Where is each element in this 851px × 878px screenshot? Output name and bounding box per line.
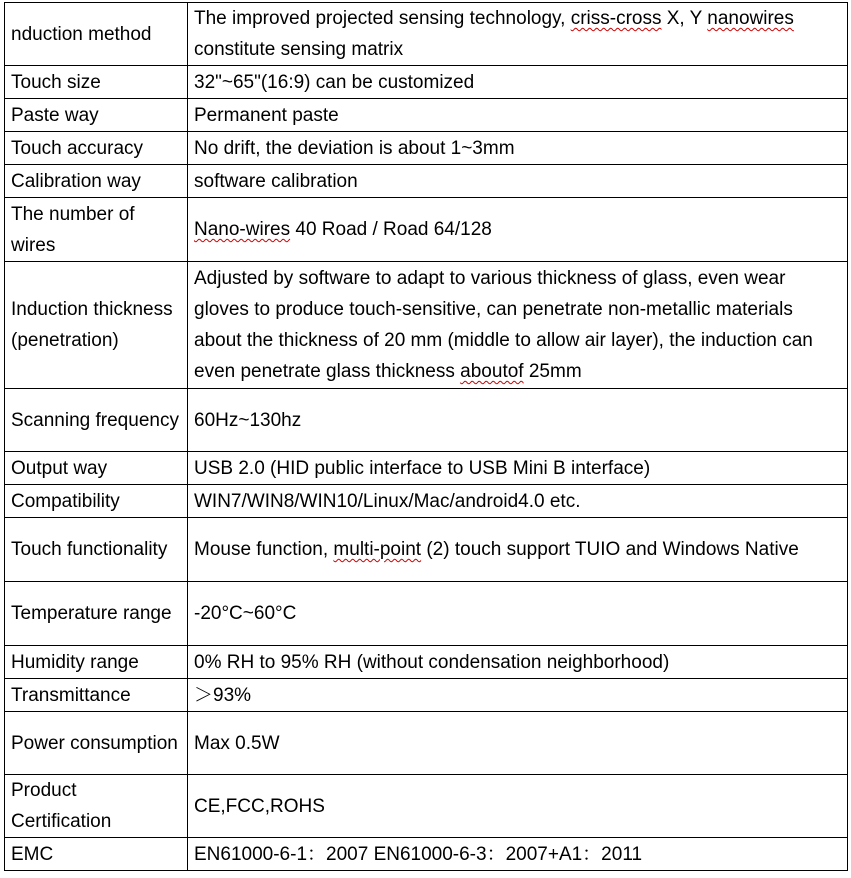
table-row xyxy=(5,646,848,679)
row-label: Compatibility xyxy=(5,485,188,518)
row-value: WIN7/WIN8/WIN10/Linux/Mac/android4.0 etc. xyxy=(188,485,848,518)
row-label: Touch size xyxy=(5,66,188,99)
row-label: EMC xyxy=(5,838,188,871)
row-value: Max 0.5W xyxy=(188,712,848,775)
table-row xyxy=(5,262,848,389)
row-value: 32"~65"(16:9) can be customized xyxy=(188,66,848,99)
table-row xyxy=(5,165,848,198)
row-label: Touch accuracy xyxy=(5,132,188,165)
table-row xyxy=(5,679,848,712)
table-row xyxy=(5,452,848,485)
row-value: 60Hz~130hz xyxy=(188,389,848,452)
row-label: Humidity range xyxy=(5,646,188,679)
row-label: Temperature range xyxy=(5,582,188,646)
row-value: Nano-wires 40 Road / Road 64/128 xyxy=(188,198,848,262)
table-row xyxy=(5,132,848,165)
table-row xyxy=(5,99,848,132)
row-value: Mouse function, multi-point (2) touch support TUIO and Windows Native xyxy=(188,518,848,582)
table-row xyxy=(5,712,848,775)
row-label: Power consumption xyxy=(5,712,188,775)
table-row xyxy=(5,198,848,262)
row-value: Adjusted by software to adapt to various thickness of glass, even wear gloves to produce touch-sensitive, can penetrate non-metallic materials about the thickness of 20 mm (middle to allow air layer), the induction can even penetrate glass thickness aboutof 25mm xyxy=(188,262,848,389)
row-label: Product Certification xyxy=(5,775,188,838)
table-row xyxy=(5,389,848,452)
row-label: Output way xyxy=(5,452,188,485)
row-label: Transmittance xyxy=(5,679,188,712)
row-label: Scanning frequency xyxy=(5,389,188,452)
row-label: The number of wires xyxy=(5,198,188,262)
spec-table xyxy=(4,2,848,871)
row-value: The improved projected sensing technology, criss-cross X, Y nanowires constitute sensing matrix xyxy=(188,3,848,66)
row-value: ＞93% xyxy=(188,679,848,712)
table-row xyxy=(5,582,848,646)
row-value: 0% RH to 95% RH (without condensation neighborhood) xyxy=(188,646,848,679)
table-row xyxy=(5,775,848,838)
row-label: Induction thickness (penetration) xyxy=(5,262,188,389)
row-label: Paste way xyxy=(5,99,188,132)
row-value: CE,FCC,ROHS xyxy=(188,775,848,838)
row-value: software calibration xyxy=(188,165,848,198)
row-value: USB 2.0 (HID public interface to USB Mini B interface) xyxy=(188,452,848,485)
table-row xyxy=(5,518,848,582)
table-row xyxy=(5,66,848,99)
row-label: nduction method xyxy=(5,3,188,66)
table-row xyxy=(5,838,848,871)
row-value: Permanent paste xyxy=(188,99,848,132)
row-value: EN61000-6-1：2007 EN61000-6-3：2007+A1：2011 xyxy=(188,838,848,871)
row-label: Calibration way xyxy=(5,165,188,198)
row-value: -20°C~60°C xyxy=(188,582,848,646)
table-row xyxy=(5,3,848,66)
row-value: No drift, the deviation is about 1~3mm xyxy=(188,132,848,165)
table-row xyxy=(5,485,848,518)
row-label: Touch functionality xyxy=(5,518,188,582)
